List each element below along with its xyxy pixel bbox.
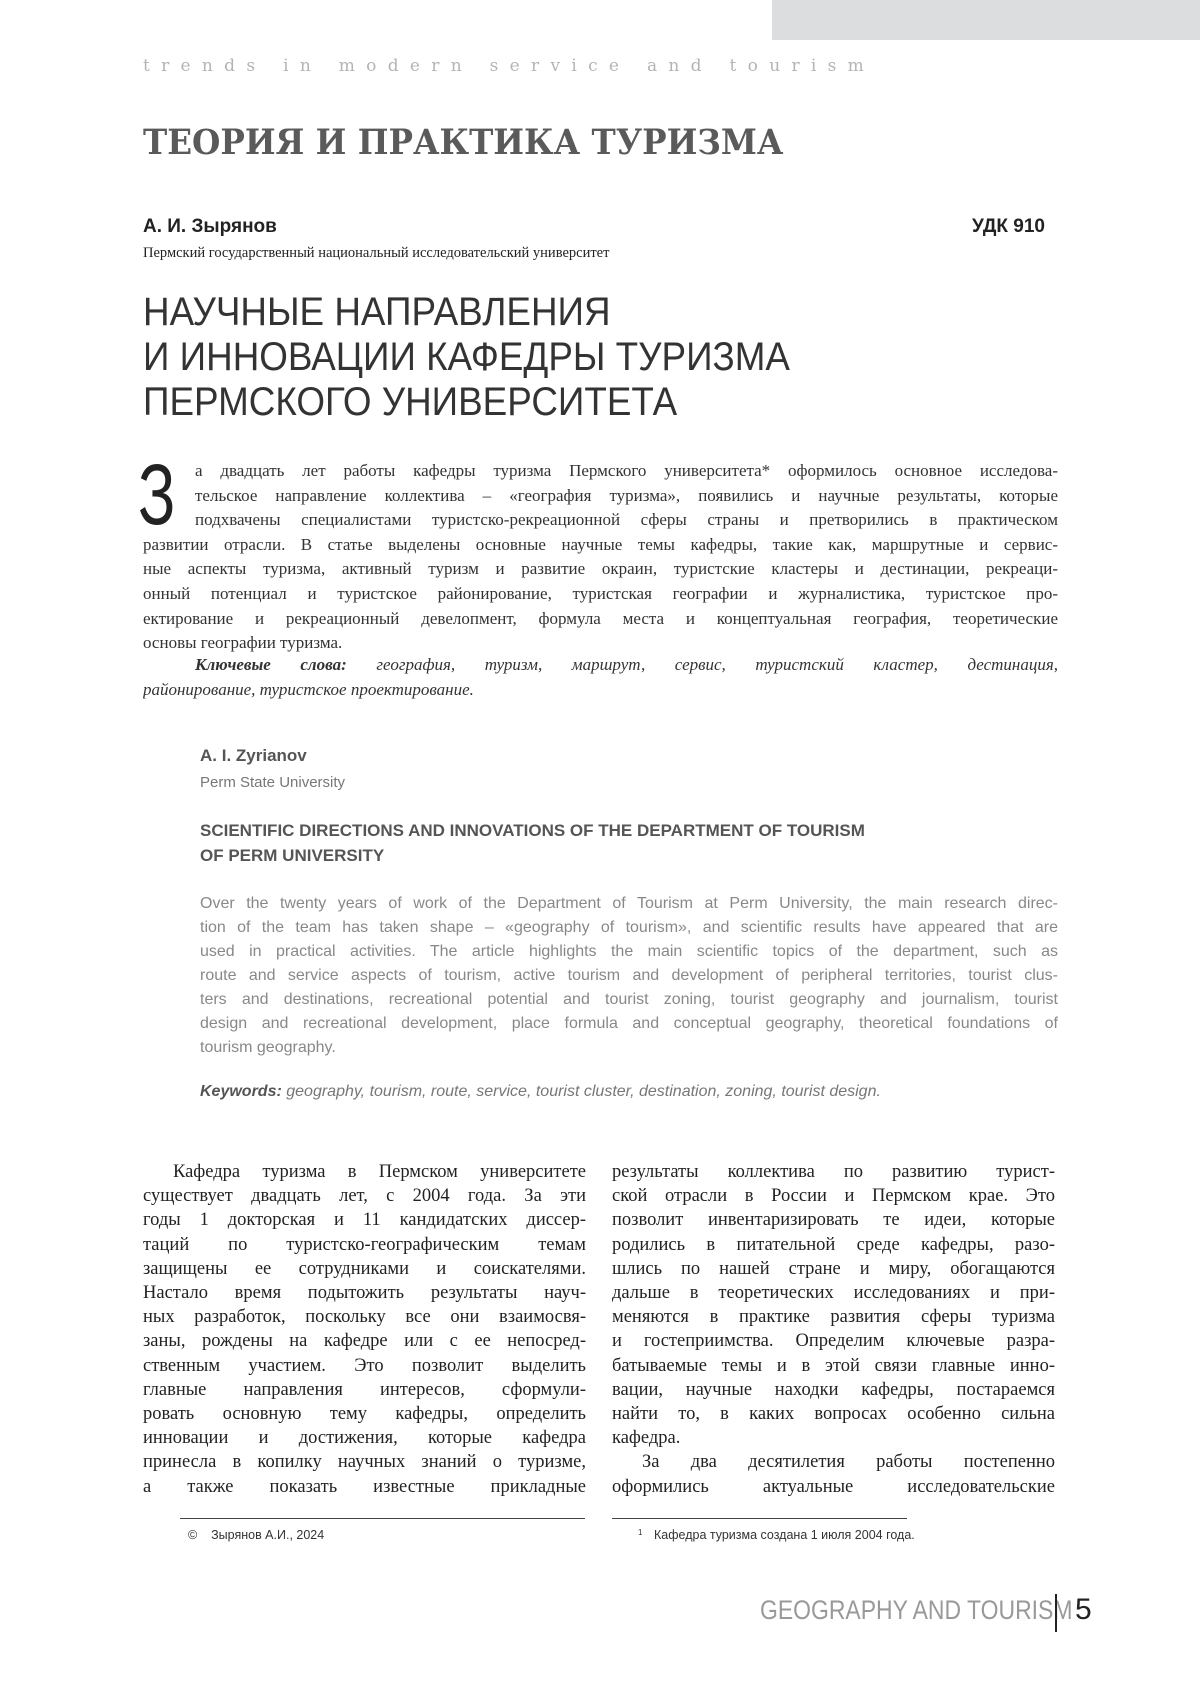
text-line: батываемые темы и в этой связи главные инно- (612, 1354, 1055, 1378)
text-line: онный потенциал и туристское районирование, туристская географии и журналистика, туристское про- (143, 582, 1058, 607)
text-line: а двадцать лет работы кафедры туризма Пермского университета* оформилось основное исследова- (143, 459, 1058, 484)
text-line: route and service aspects of tourism, active tourism and development of peripheral territories, tourist clus- (200, 964, 1058, 988)
text-line: ters and destinations, recreational potential and tourist zoning, tourist geography and journalism, tourist (200, 988, 1058, 1012)
text-line: design and recreational development, place formula and conceptual geography, theoretical foundations of (200, 1012, 1058, 1036)
keywords-ru (143, 652, 1058, 702)
text-line: ской отрасли в России и Пермском крае. Это (612, 1184, 1055, 1208)
title-line: SCIENTIFIC DIRECTIONS AND INNOVATIONS OF THE DEPARTMENT OF TOURISM (200, 818, 865, 843)
title-line: ПЕРМСКОГО УНИВЕРСИТЕТА (143, 380, 790, 425)
text-line: найти то, в каких вопросах особенно сильна (612, 1402, 1055, 1426)
text-line: существует двадцать лет, с 2004 года. За эти (143, 1184, 586, 1208)
text-line: родились в питательной среде кафедры, разо- (612, 1233, 1055, 1257)
title-line: НАУЧНЫЕ НАПРАВЛЕНИЯ (143, 290, 790, 335)
text-line: ектирование и рекреационный девелопмент, формула места и концептуальная география, теоретические (143, 607, 1058, 632)
keywords-label: Ключевые слова: (195, 655, 347, 674)
author-affiliation-en: Perm State University (200, 774, 345, 791)
text-line: а также показать известные прикладные (143, 1475, 586, 1499)
text-line: заны, рождены на кафедре или с ее непосред- (143, 1329, 586, 1353)
author-affiliation: Пермский государственный национальный исследовательский университет (143, 245, 609, 262)
text-line: меняются в практике развития сферы туризма (612, 1305, 1055, 1329)
footnote-mark: 1 (638, 1528, 642, 1537)
keywords-text: география, туризм, маршрут, сервис, туристский кластер, дестинация, (376, 655, 1058, 674)
text-line: tion of the team has taken shape – «geography of tourism», and scientific results have appeared that are (200, 916, 1058, 940)
text-line: инновации и достижения, которые кафедра (143, 1426, 586, 1450)
author-name: А. И. Зырянов (143, 216, 277, 238)
udk-code: УДК 910 (972, 216, 1045, 238)
title-line: OF PERM UNIVERSITY (200, 843, 865, 868)
footer-divider (1055, 1594, 1057, 1632)
text-line: За два десятилетия работы постепенно (612, 1450, 1055, 1474)
text-line: Over the twenty years of work of the Department of Tourism at Perm University, the main research direc- (200, 892, 1058, 916)
keywords-en (200, 1083, 881, 1101)
text-line: дальше в теоретических исследованиях и при- (612, 1281, 1055, 1305)
copyright-note: © Зырянов А.И., 2024 (188, 1528, 324, 1542)
header-gray-box (772, 0, 1200, 40)
journal-footer: GEOGRAPHY AND TOURISM (760, 1595, 1072, 1626)
text-line: тельское направление коллектива – «география туризма», появились и научные результаты, которые (143, 484, 1058, 509)
abstract-en (200, 892, 1058, 1060)
page-number: 5 (1075, 1593, 1092, 1627)
footnote-divider (180, 1518, 585, 1519)
body-column-left (143, 1160, 586, 1499)
text-line: годы 1 докторская и 11 кандидатских диссер- (143, 1208, 586, 1232)
section-heading: ТЕОРИЯ И ПРАКТИКА ТУРИЗМА (143, 122, 783, 163)
article-title (143, 290, 790, 425)
text-line: принесла в копилку научных знаний о туризме, (143, 1450, 586, 1474)
keywords-text: geography, tourism, route, service, tourist cluster, destination, zoning, tourist design. (286, 1083, 881, 1100)
text-line: оформились актуальные исследовательские (612, 1475, 1055, 1499)
text-line: кафедра. (612, 1426, 1055, 1450)
text-line: позволит инвентаризировать те идеи, которые (612, 1208, 1055, 1232)
text-line: и гостеприимства. Определим ключевые разра- (612, 1329, 1055, 1353)
text-line: tourism geography. (200, 1036, 1058, 1060)
text-line: Кафедра туризма в Пермском университете (143, 1160, 586, 1184)
text-line: подхвачены специалистами туристско-рекреационной сферы страны и претворились в практическом (143, 508, 1058, 533)
keywords-label: Keywords: (200, 1083, 282, 1100)
journal-tagline: trends in modern service and tourism (143, 56, 875, 76)
text-line: Настало время подытожить результаты науч- (143, 1281, 586, 1305)
text-line: ных разработок, поскольку все они взаимосвя- (143, 1305, 586, 1329)
drop-cap: З (138, 455, 175, 535)
text-line: развитии отрасли. В статье выделены основные научные темы кафедры, такие как, маршрутные и сервис- (143, 533, 1058, 558)
text-line: used in practical activities. The article highlights the main scientific topics of the department, such as (200, 940, 1058, 964)
text-line: вации, научные находки кафедры, постараемся (612, 1378, 1055, 1402)
title-line: И ИННОВАЦИИ КАФЕДРЫ ТУРИЗМА (143, 335, 790, 380)
footnote-divider (612, 1518, 907, 1519)
keywords-line (143, 652, 1058, 677)
text-line: таций по туристско-географическим темам (143, 1233, 586, 1257)
text-line: результаты коллектива по развитию турист- (612, 1160, 1055, 1184)
text-line: защищены ее сотрудниками и соискателями. (143, 1257, 586, 1281)
text-line: ные аспекты туризма, активный туризм и развитие окраин, туристские кластеры и дестинации, рекреаци- (143, 557, 1058, 582)
abstract-ru (143, 459, 1058, 656)
body-column-right (612, 1160, 1055, 1499)
text-line: шлись по нашей стране и миру, обогащаются (612, 1257, 1055, 1281)
keywords-line: районирование, туристское проектирование. (143, 677, 1058, 702)
text-line: ственным участием. Это позволит выделить (143, 1354, 586, 1378)
author-name-en: A. I. Zyrianov (200, 746, 307, 766)
text-line: ровать основную тему кафедры, определить (143, 1402, 586, 1426)
text-line: основы географии туризма. (143, 631, 1058, 656)
text-line: главные направления интересов, сформули- (143, 1378, 586, 1402)
footnote-text: Кафедра туризма создана 1 июля 2004 года. (654, 1528, 915, 1542)
article-title-en (200, 818, 865, 868)
